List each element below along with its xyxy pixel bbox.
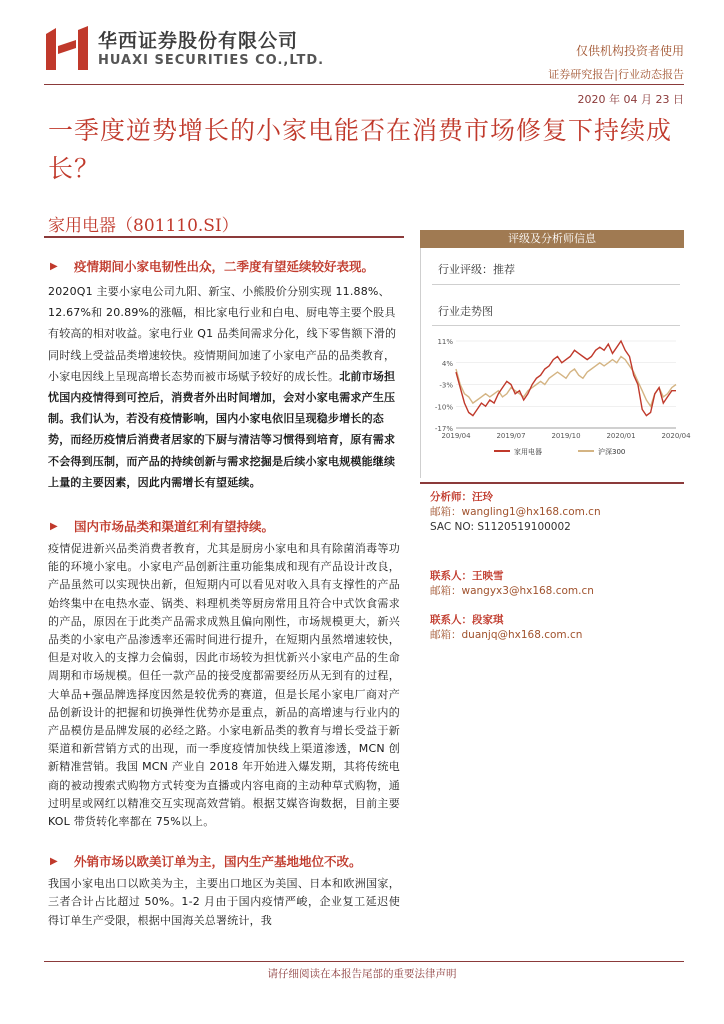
contact-email[interactable]: 邮箱：duanjq@hx168.com.cn xyxy=(430,629,583,641)
huaxi-logo-icon xyxy=(44,26,90,72)
analyst-name: 分析师：汪玲 xyxy=(430,491,493,503)
analyst-list xyxy=(430,490,680,657)
bullet-icon: ▶ xyxy=(50,856,58,868)
paragraph: 北前市场担忧国内疫情得到可控后，消费者外出时间增加，会对小家电需求产生压制。我们认为，若没有疫情影响，国内小家电依旧呈现稳步增长的态势，而经历疫情后消费者居家的下厨与清洁等习惯得到培育，原有需求不会得到压制，而产品的持续创新与需求挖掘是后续小家电规模能继续上量的主要因素，因此内需增长有望延续。 xyxy=(48,369,396,489)
analyst-email[interactable]: 邮箱：wangling1@hx168.com.cn xyxy=(430,506,601,518)
footer-divider xyxy=(44,961,684,962)
y-tick-label: 11% xyxy=(437,338,453,346)
contact-block xyxy=(430,613,680,643)
paragraph: 2020Q1 主要小家电公司九阳、新宝、小熊股价分别实现 11.88%、12.67%和 20.89%的涨幅，相比家电行业和白电、厨电等主要个股具有较高的相对收益。家电行业 Q1 品类间需求分化，线下零售额下滑的同时线上受益品类增速较快。疫情期间加速了小家电产品的品类教育，小家电因线上呈现高增长态势而被市场赋予较好的成长性。 xyxy=(48,285,397,383)
section-3 xyxy=(48,853,400,930)
bullet-icon: ▶ xyxy=(50,261,58,272)
x-tick-label: 2019/10 xyxy=(551,432,581,440)
rating-value: 推荐 xyxy=(493,263,515,276)
report-body xyxy=(48,258,400,930)
section-heading: ▶ 国内市场品类和渠道红利有望持续。 xyxy=(50,519,275,535)
industry-rating: 行业评级：推荐 xyxy=(438,263,515,276)
header-divider xyxy=(44,84,684,85)
y-tick-label: 4% xyxy=(441,359,453,368)
company-name-cn: 华西证券股份有限公司 xyxy=(98,30,299,52)
sidebar-divider xyxy=(420,482,684,484)
bullet-icon: ▶ xyxy=(50,521,58,533)
legal-footer: 请仔细阅读在本报告尾部的重要法律声明 xyxy=(267,968,457,980)
rating-divider xyxy=(432,284,680,285)
sector-label: 家用电器（801110.SI） xyxy=(48,216,239,236)
audience-note: 仅供机构投资者使用 xyxy=(575,44,684,58)
contact-email[interactable]: 邮箱：wangyx3@hx168.com.cn xyxy=(430,585,594,597)
x-tick-label: 2020/04 xyxy=(661,432,691,440)
y-tick-label: -10% xyxy=(434,403,453,412)
contact-name: 联系人：段家琪 xyxy=(430,614,504,626)
legend-label: 沪深300 xyxy=(598,448,626,456)
sidebar-header: 评级及分析师信息 xyxy=(420,230,684,248)
company-name-en: HUAXI SECURITIES CO.,LTD. xyxy=(98,53,325,68)
section-2 xyxy=(48,518,400,831)
sector-divider xyxy=(44,236,404,238)
section-heading: ▶ 疫情期间小家电韧性出众，二季度有望延续较好表现。 xyxy=(50,259,375,274)
analyst-sac: SAC NO: S1120519100002 xyxy=(430,521,571,533)
report-type: 证券研究报告|行业动态报告 xyxy=(548,68,684,81)
section-heading: ▶ 外销市场以欧美订单为主，国内生产基地地位不改。 xyxy=(50,854,362,870)
contact-name: 联系人：王映雪 xyxy=(430,570,504,582)
chart-svg xyxy=(424,333,691,468)
series-line xyxy=(456,357,676,407)
trend-title: 行业走势图 xyxy=(438,305,493,318)
contact-block xyxy=(430,569,680,599)
y-tick-label: -3% xyxy=(439,381,453,390)
legend-label: 家用电器 xyxy=(514,448,542,456)
analyst-block xyxy=(430,490,680,535)
x-tick-label: 2020/01 xyxy=(606,432,636,440)
y-tick-label: -17% xyxy=(434,425,453,433)
x-tick-label: 2019/07 xyxy=(496,432,526,440)
section-1 xyxy=(48,258,400,492)
paragraph: 疫情促进新兴品类消费者教育，尤其是厨房小家电和具有除菌消毒等功能的环境小家电。小家电产品创新注重功能集成和现有产品设计改良，产品虽然可以实现快出新，但短期内可以看见对收入具有支撑性的产品始终集中在电热水壶、锅类、料理机类等厨房常用且符合中式饮食需求的产品，原因在于此类产品需求成熟且偏向刚性，市场规模更大，新兴品类的小家电产品渗透率还需时间进行提升，在短期内虽然增速较快，但是对收入的支撑力会偏弱，因此市场较为担忧新兴小家电产品的生命周期和市场规模。但任一款产品的接受度都需要经历从无到有的过程，大单品+强品牌选择度因然是较优秀的赛道，但是长尾小家电厂商对产品创新设计的把握和切换弹性优势亦是重点，新品的高增速与行业内的产品模仿是品牌发展的必经之路。小家电新品类的教育与增长受益于新渠道和新营销方式的出现，而一季度疫情加快线上渠道渗透，MCN 创新精准营销。我国 MCN 产业自 2018 年开始进入爆发期，其将传统电商的被动搜索式购物方式转变为直播或内容电商的主动种草式购物，通过明星或网红以精准交互实现高效营销。根据艾媒咨询数据，目前主要 KOL 带货转化率都在 75%以上。 xyxy=(48,542,400,829)
paragraph: 我国小家电出口以欧美为主，主要出口地区为美国、日本和欧洲国家，三者合计占比超过 50%。1-2 月由于国内疫情严峻，企业复工延迟使得订单生产受限，根据中国海关总署统计，我 xyxy=(48,877,400,927)
trend-divider xyxy=(432,325,680,326)
report-date: 2020 年 04 月 23 日 xyxy=(577,93,684,106)
report-title: 一季度逆势增长的小家电能否在消费市场修复下持续成长？ xyxy=(48,116,673,183)
industry-trend-chart xyxy=(424,333,691,468)
x-tick-label: 2019/04 xyxy=(441,432,471,440)
